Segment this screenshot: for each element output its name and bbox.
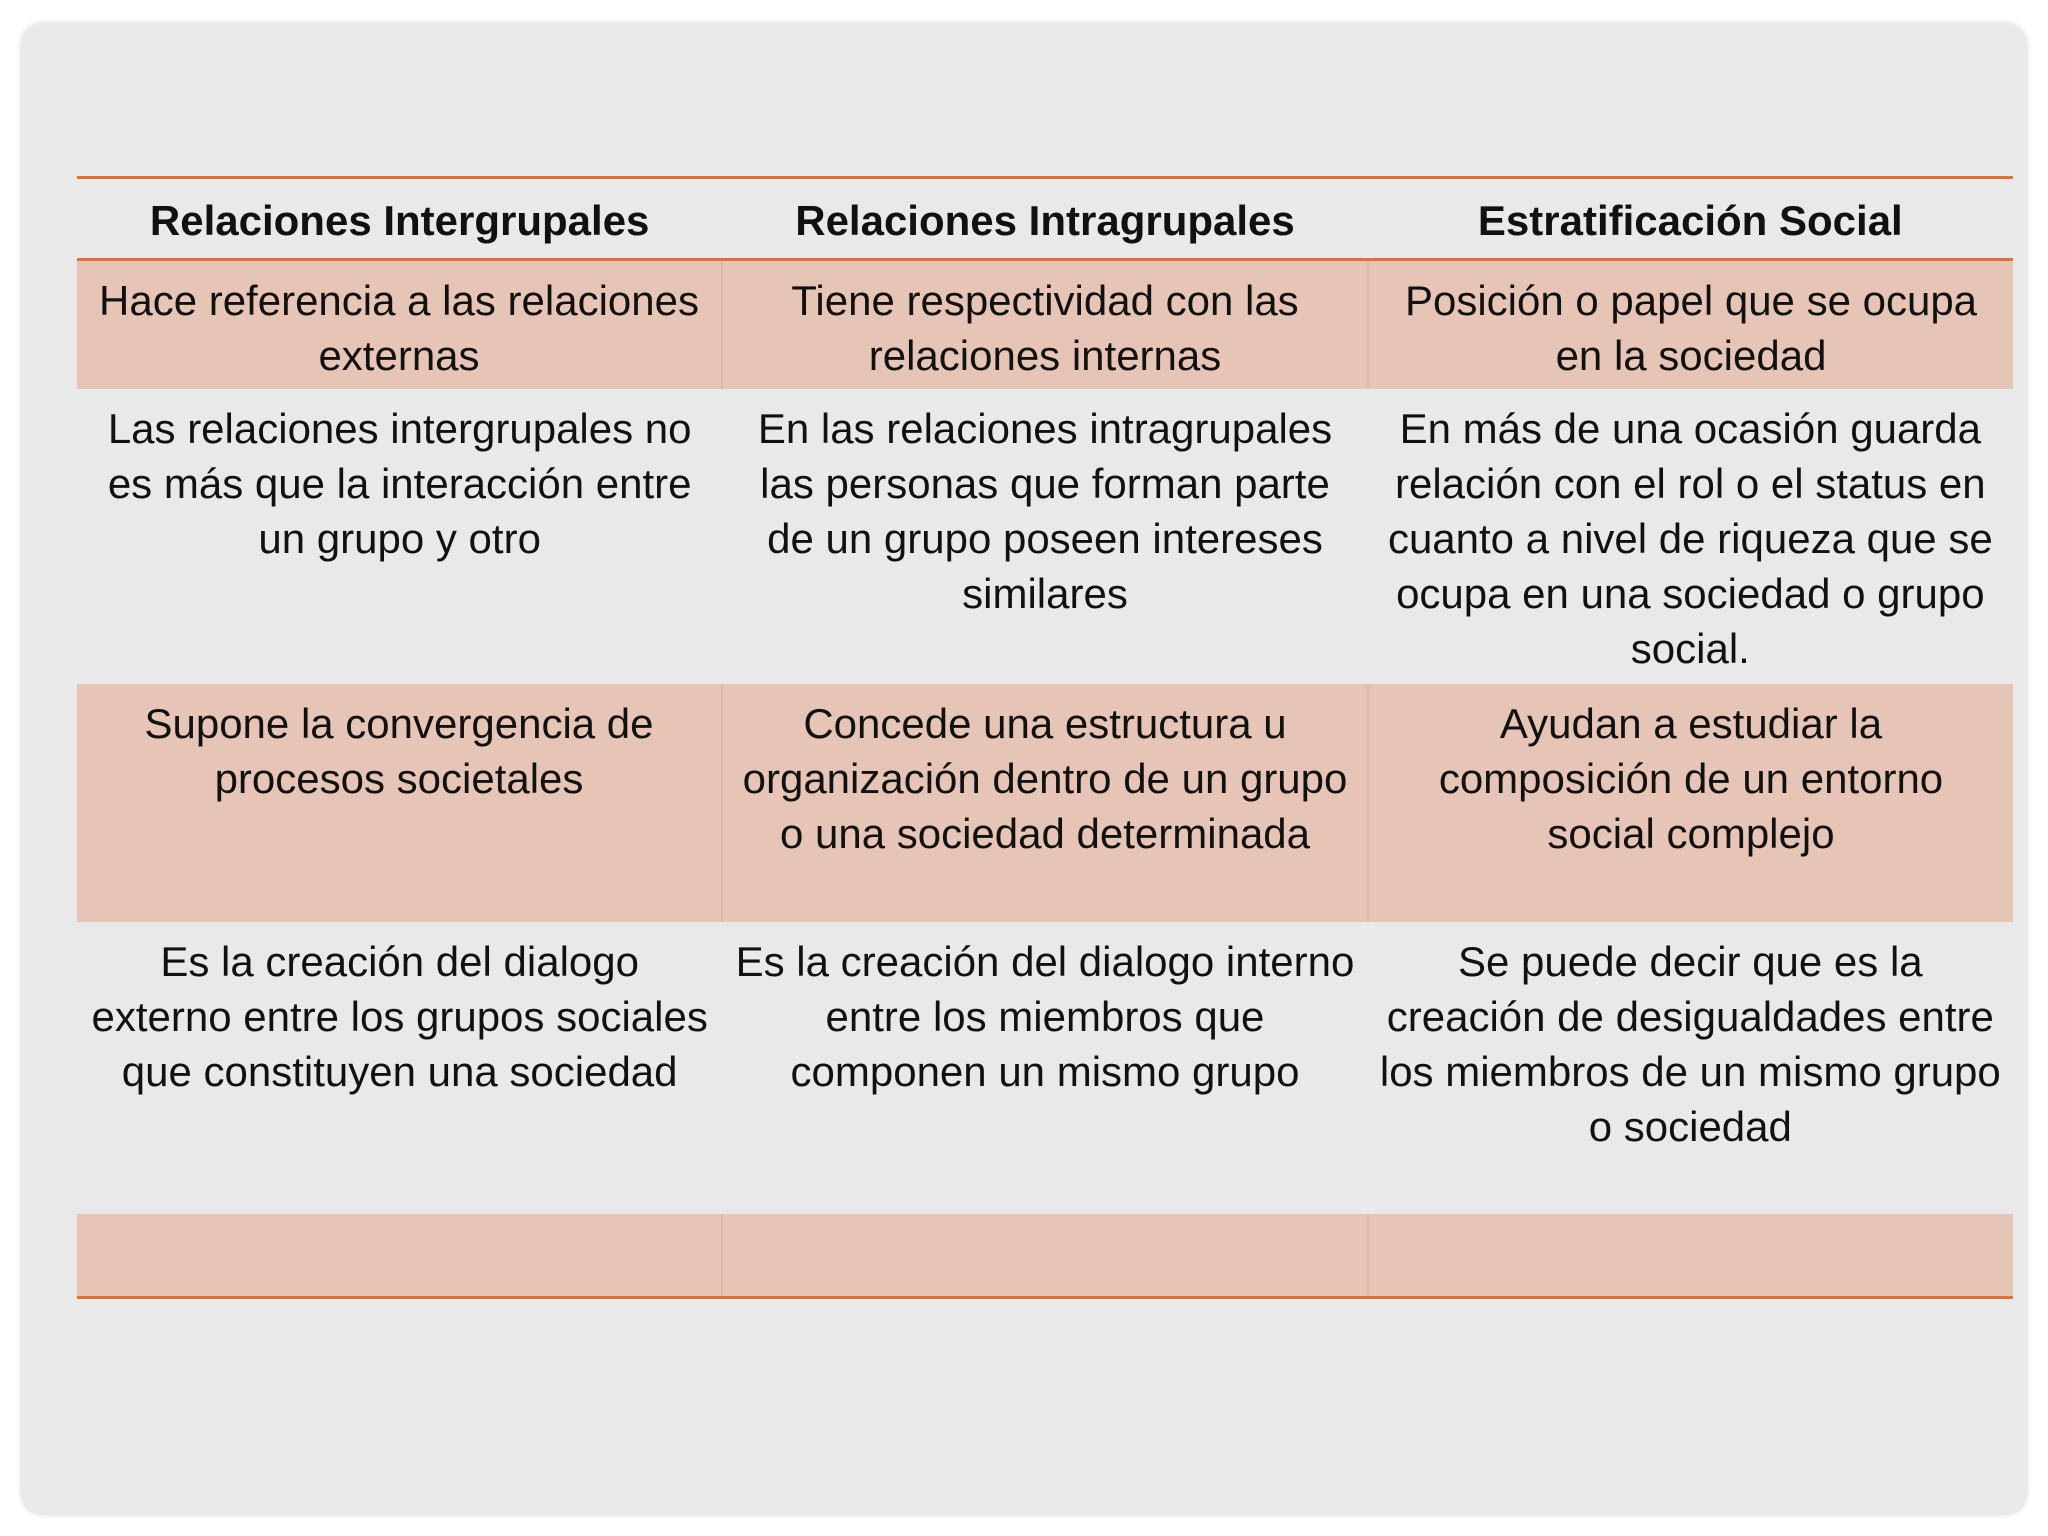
table-cell: Ayudan a estudiar la composición de un entorno social complejo (1367, 684, 2013, 922)
table-cell: Las relaciones intergrupales no es más que la interacción entre un grupo y otro (107, 405, 692, 562)
header-cell-estratificacion: Estratificación Social (1477, 197, 1903, 244)
table-cell: Concede una estructura u organización dentro de un grupo o una sociedad determinada (721, 684, 1367, 922)
table-cell: Es la creación del dialogo interno entre los miembros que componen un mismo grupo (735, 938, 1355, 1095)
table-cell: Se puede decir que es la creación de desigualdades entre los miembros de un mismo grupo o sociedad (1379, 938, 2001, 1150)
slide (21, 23, 2027, 1515)
table-cell: En las relaciones intragrupales las personas que forman parte de un grupo poseen intereses similares (757, 405, 1333, 617)
table-cell: Es la creación del dialogo externo entre los grupos sociales que constituyen una sociedad (91, 938, 708, 1095)
table-cell (77, 1214, 721, 1296)
table-cell: Supone la convergencia de procesos societales (144, 700, 654, 802)
table-cell (1367, 1214, 2013, 1296)
table-header-row (77, 179, 2013, 261)
comparison-table (77, 176, 2013, 1299)
table-cell: Tiene respectividad con las relaciones internas (721, 261, 1367, 389)
table-row (77, 922, 2013, 1214)
table-cell: Hace referencia a las relaciones externas (99, 277, 699, 379)
header-cell-intergrupales: Relaciones Intergrupales (149, 197, 650, 244)
table-row (77, 389, 2013, 684)
table-cell (721, 1214, 1367, 1296)
table-cell: En más de una ocasión guarda relación con el rol o el status en cuanto a nivel de riqueza que se ocupa en una sociedad o grupo social. (1387, 405, 1993, 672)
table-row (77, 684, 2013, 922)
header-cell-intragrupales: Relaciones Intragrupales (795, 197, 1295, 244)
table-row-empty (77, 1214, 2013, 1296)
table-cell: Posición o papel que se ocupa en la sociedad (1367, 261, 2013, 389)
table-row (77, 261, 2013, 389)
